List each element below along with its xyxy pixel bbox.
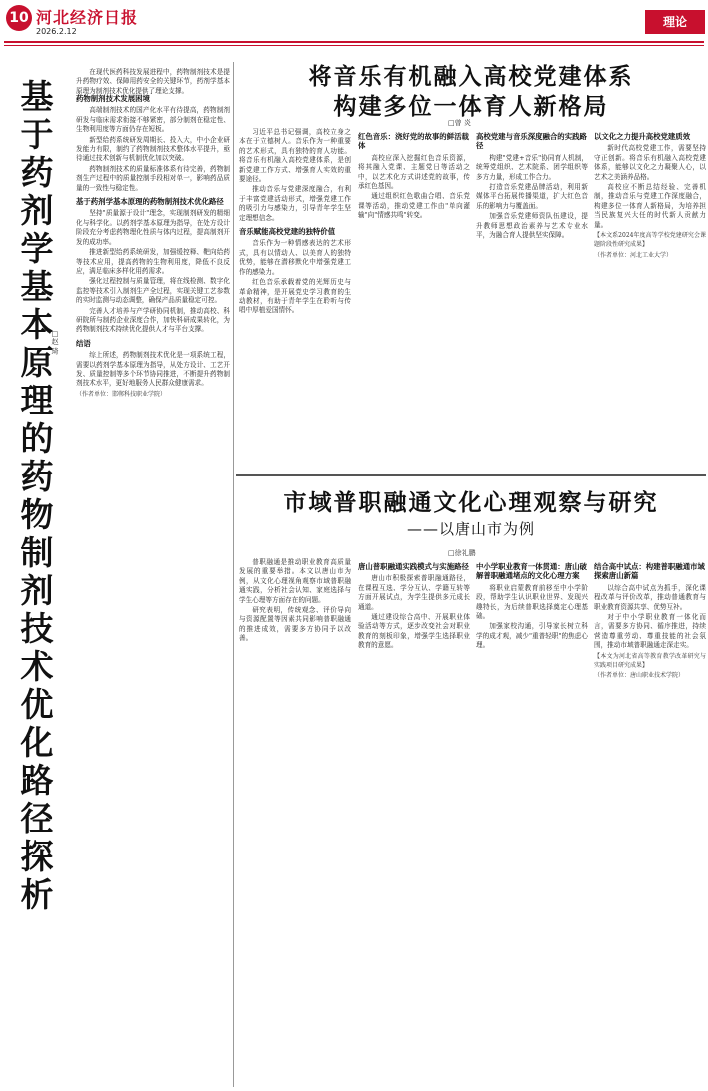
article2-author: □曾 炎 bbox=[448, 119, 471, 127]
title-char: 理 bbox=[20, 381, 54, 420]
title-char: 析 bbox=[20, 875, 54, 914]
column-divider bbox=[233, 62, 234, 1087]
article1-title bbox=[6, 78, 68, 914]
paragraph: 新时代高校党建工作，需要坚持守正创新。将音乐有机融入高校党建体系，能够以文化之力凝聚人心，以艺术之美涵养品格。 bbox=[594, 144, 706, 181]
title-char: 原 bbox=[20, 343, 54, 382]
paragraph: 打造音乐党建品牌活动，利用新媒体平台拓展传播渠道，扩大红色音乐的影响力与覆盖面。 bbox=[476, 183, 588, 210]
paragraph: 坚持"质量源于设计"理念，实现制剂研发的精细化与科学化。以药剂学基本原理为指导，在处方设计阶段充分考虑药物理化性质与体内过程，提高制剂开发的成功率。 bbox=[76, 209, 230, 246]
paragraph: 唐山市积极探索普职融通路径，在课程互选、学分互认、学籍互转等方面开展试点，为学生提供多元成长通道。 bbox=[358, 574, 470, 611]
article1-author: □赵 琦 bbox=[51, 330, 59, 355]
article-separator bbox=[236, 474, 706, 476]
article2-headline bbox=[236, 62, 706, 122]
article1-body bbox=[76, 90, 230, 1085]
masthead-rule-thin bbox=[4, 45, 704, 46]
title-char: 术 bbox=[20, 647, 54, 686]
paragraph: 将职业启蒙教育前移至中小学阶段，帮助学生认识职业世界、发现兴趣特长，为后续普职选择奠定心理基础。 bbox=[476, 583, 588, 621]
paragraph: 音乐作为一种情感表达的艺术形式，具有以情动人、以美育人的独特优势，能够在潜移默化中增强党建工作的感染力。 bbox=[239, 239, 351, 276]
title-char: 药 bbox=[20, 457, 54, 496]
title-char: 本 bbox=[20, 305, 54, 344]
article1-intro-text: 在现代医药科技发展进程中，药物制剂技术是提升药物疗效、保障用药安全的关键环节，药剂学基本原理为制剂技术优化提供了理论支撑。 bbox=[76, 68, 230, 95]
paragraph: 新型给药系统研发周期长、投入大，中小企业研发能力有限，制约了药物制剂技术整体水平提升，亟待通过技术创新与机制优化加以突破。 bbox=[76, 135, 230, 163]
title-char: 技 bbox=[20, 609, 54, 648]
section-heading: 以文化之力提升高校党建质效 bbox=[594, 132, 691, 141]
paragraph: 以综合高中试点为抓手，深化课程改革与评价改革，推动普通教育与职业教育资源共享、优势互补。 bbox=[594, 583, 706, 611]
paragraph: 高端制剂技术的国产化水平有待提高，药物制剂研发与临床需求衔接不够紧密，部分制剂在稳定性、生物利用度等方面仍存在短板。 bbox=[76, 106, 230, 134]
section-heading: 基于药剂学基本原理的药物制剂技术优化路径 bbox=[76, 197, 224, 207]
title-char: 药 bbox=[20, 153, 54, 192]
paragraph: 高校应深入挖掘红色音乐资源，将其融入党课、主题党日等活动之中，以艺术化方式讲述党的故事，传承红色基因。 bbox=[358, 153, 470, 191]
article3-title-line2: ——以唐山市为例 bbox=[406, 520, 535, 538]
paragraph: 推进新型给药系统研发，加强缓控释、靶向给药等技术应用，提高药物的生物利用度，降低不良反应，满足临床多样化用药需求。 bbox=[76, 248, 230, 275]
paragraph: 普职融通是推动职业教育高质量发展的重要举措。本文以唐山市为例，从文化心理视角观察市域普职融通实践，分析社会认知、家庭选择与学生心理等方面存在的问题。 bbox=[239, 558, 351, 604]
section-heading: 药物制剂技术发展困境 bbox=[76, 94, 150, 103]
paragraph: 红色音乐承载着党的光辉历史与革命精神，是开展党史学习教育的生动教材，有助于青年学生在聆听与传唱中厚植爱国情怀。 bbox=[239, 278, 351, 315]
title-char: 基 bbox=[20, 267, 54, 306]
paragraph: 加强家校沟通，引导家长树立科学的成才观，减少"重普轻职"的焦虑心理。 bbox=[476, 622, 588, 650]
title-char: 剂 bbox=[20, 571, 54, 610]
paragraph: 强化过程控制与质量管理，将在线检测、数字化监控等技术引入制剂生产全过程，实现关键工艺参数的实时监测与动态调整，确保产品质量稳定可控。 bbox=[76, 277, 230, 305]
page-number: 10 bbox=[6, 5, 32, 31]
article3-col4 bbox=[594, 558, 706, 1088]
section-heading: 高校党建与音乐深度融合的实践路径 bbox=[476, 132, 587, 151]
article-note: 【本文系2024年度高等学校党建研究会课题阶段性研究成果】 bbox=[594, 232, 706, 249]
title-char: 径 bbox=[20, 799, 54, 838]
author-affiliation: （作者单位：唐山职业技术学院） bbox=[594, 672, 685, 680]
article3-col1 bbox=[239, 558, 351, 1088]
paragraph: 药物制剂技术的质量标准体系有待完善，药物制剂生产过程中的质量控制手段相对单一，影响药品质量的一致性与稳定性。 bbox=[76, 164, 230, 192]
section-heading: 结合高中试点：构建普职融通市域探索唐山新篇 bbox=[594, 562, 705, 581]
section-heading: 唐山普职融通实践模式与实施路径 bbox=[358, 562, 469, 571]
title-char: 制 bbox=[20, 533, 54, 572]
title-char: 学 bbox=[20, 229, 54, 268]
section-heading: 结语 bbox=[76, 338, 91, 348]
title-char: 路 bbox=[20, 761, 54, 800]
section-heading: 音乐赋能高校党建的独特价值 bbox=[239, 227, 336, 237]
paragraph: 完善人才培养与产学研协同机制，推动高校、科研院所与制药企业深度合作，加快科研成果转化，为药物制剂技术持续优化提供人才与平台支撑。 bbox=[76, 306, 230, 334]
paragraph: 通过建设综合高中、开展职业体验活动等方式，逐步改变社会对职业教育的刻板印象，增强学生选择职业教育的意愿。 bbox=[358, 613, 470, 650]
title-char: 优 bbox=[20, 685, 54, 724]
paragraph: 综上所述，药物制剂技术优化是一项系统工程，需要以药剂学基本原理为指导，从处方设计、工艺开发、质量控制等多个环节协同推进，不断提升药物制剂技术水平，更好地服务人民群众健康需求。 bbox=[76, 351, 230, 388]
paragraph: 通过组织红色歌曲合唱、音乐党课等活动，推动党建工作由"单向灌输"向"情感共鸣"转变。 bbox=[358, 192, 470, 220]
section-tag: 理论 bbox=[645, 10, 705, 34]
masthead-rule bbox=[4, 41, 704, 43]
article3-headline bbox=[236, 488, 706, 540]
article3-col2 bbox=[358, 558, 470, 1088]
article2-title-line2: 构建多位一体育人新格局 bbox=[333, 94, 609, 120]
title-char: 剂 bbox=[20, 191, 54, 230]
author-affiliation: （作者单位：邯郸科技职业学院） bbox=[76, 390, 167, 398]
paragraph: 对于中小学职业教育一体化而言，需要多方协同、循序推进，持续营造尊重劳动、尊重技能的社会氛围，推动市域普职融通走深走实。 bbox=[594, 613, 706, 650]
title-char: 于 bbox=[20, 115, 54, 154]
article1-intro bbox=[76, 68, 230, 95]
paragraph: 研究表明，传统观念、评价导向与资源配置等因素共同影响普职融通的推进成效，需要多方协同予以改善。 bbox=[239, 606, 351, 643]
paragraph: 构建"党建+音乐"协同育人机制，统筹党组织、艺术院系、团学组织等多方力量，形成工作合力。 bbox=[476, 153, 588, 181]
paper-date: 2026.2.12 bbox=[36, 27, 77, 36]
masthead bbox=[0, 0, 708, 46]
article3-col3 bbox=[476, 558, 588, 1088]
article2-col1 bbox=[239, 128, 351, 468]
title-char: 基 bbox=[20, 77, 54, 116]
section-heading: 红色音乐：浇好党的故事的鲜活载体 bbox=[358, 132, 469, 151]
article3-title-line1: 市域普职融通文化心理观察与研究 bbox=[283, 490, 659, 516]
title-char: 的 bbox=[20, 419, 54, 458]
paragraph: 高校应不断总结经验、完善机制，推动音乐与党建工作深度融合，构建多位一体育人新格局，为培养担当民族复兴大任的时代新人贡献力量。 bbox=[594, 183, 706, 229]
article2-col2 bbox=[358, 128, 470, 468]
article2-col4 bbox=[594, 128, 706, 468]
article2-title-line1: 将音乐有机融入高校党建体系 bbox=[308, 64, 634, 90]
paragraph: 加强音乐党建师资队伍建设，提升教师思想政治素养与艺术专业水平，为融合育人提供坚实保障。 bbox=[476, 212, 588, 240]
article-note: 【本文为河北省高等教育教学改革研究与实践项目研究成果】 bbox=[594, 652, 706, 670]
title-char: 物 bbox=[20, 495, 54, 534]
title-char: 化 bbox=[20, 723, 54, 762]
paragraph: 推动音乐与党建深度融合，有利于丰富党建活动形式，增强党建工作的吸引力与感染力，引导青年学生坚定理想信念。 bbox=[239, 185, 351, 222]
author-affiliation: （作者单位：河北工业大学） bbox=[594, 251, 673, 259]
section-heading: 中小学职业教育一体贯通：唐山破解普职融通堵点的文化心理方案 bbox=[476, 562, 587, 581]
article2-col3 bbox=[476, 128, 588, 468]
title-char: 探 bbox=[20, 837, 54, 876]
article3-author: □徐礼鹏 bbox=[448, 549, 476, 557]
paper-name: 河北经济日报 bbox=[36, 8, 139, 27]
paragraph: 习近平总书记强调，高校立身之本在于立德树人。音乐作为一种重要的艺术形式，具有独特的育人功能。将音乐有机融入高校党建体系，是创新党建工作方式、增强育人实效的重要途径。 bbox=[239, 128, 351, 184]
